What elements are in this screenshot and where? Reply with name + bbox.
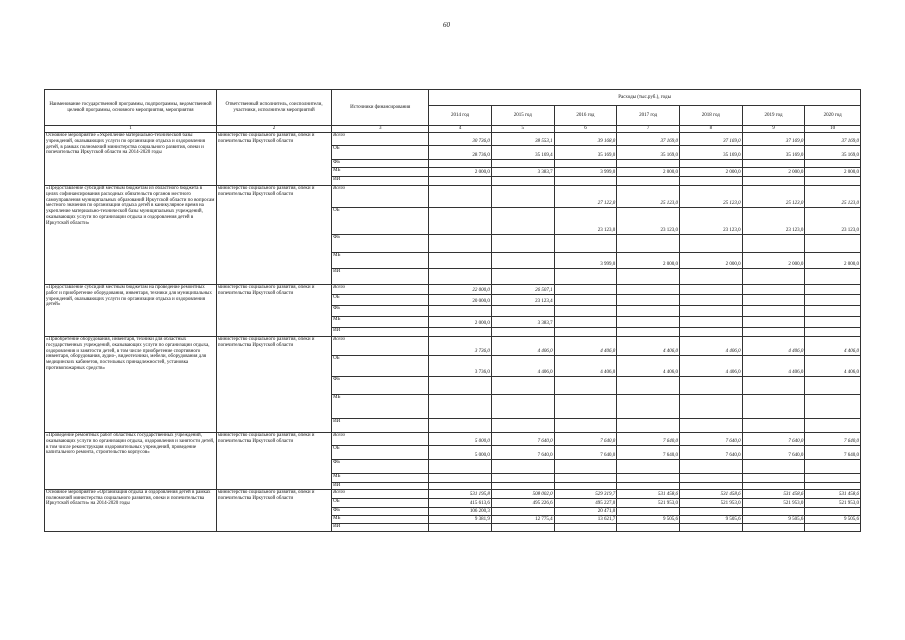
responsible-executor: министерство социального развития, опеки и попечительства Иркутской области bbox=[216, 285, 331, 337]
expense-value: 7 640,0 bbox=[742, 433, 805, 446]
expense-value: 4 406,0 bbox=[617, 356, 680, 377]
expense-value: 27 122,0 bbox=[554, 186, 617, 208]
funding-source: ФБ bbox=[332, 235, 429, 253]
expense-value: 22 000,0 bbox=[429, 285, 492, 295]
funding-source: ИИ bbox=[332, 269, 429, 285]
funding-source: ФБ bbox=[332, 377, 429, 395]
responsible-executor: министерство социального развития, опеки и попечительства Иркутской области bbox=[216, 337, 331, 433]
expense-value bbox=[805, 177, 861, 186]
column-number: 8 bbox=[679, 126, 742, 133]
expense-value bbox=[554, 483, 617, 490]
expense-value: 26 507,1 bbox=[491, 285, 554, 295]
expense-value bbox=[554, 160, 617, 168]
funding-source: ОБ bbox=[332, 295, 429, 306]
expense-value: 521 953,0 bbox=[805, 498, 861, 507]
expense-value bbox=[554, 523, 617, 531]
expense-value: 9 505,6 bbox=[679, 515, 742, 523]
expense-value bbox=[805, 160, 861, 168]
expense-value: 531 458,6 bbox=[679, 489, 742, 498]
expense-value: 4 406,0 bbox=[805, 337, 861, 356]
expense-value bbox=[742, 160, 805, 168]
budget-body bbox=[45, 133, 861, 532]
expense-value: 4 406,0 bbox=[554, 337, 617, 356]
table-row bbox=[45, 186, 861, 208]
funding-source: МБ bbox=[332, 474, 429, 483]
expense-value: 4 406,0 bbox=[679, 356, 742, 377]
expense-value bbox=[805, 395, 861, 419]
expense-value: 4 406,0 bbox=[742, 356, 805, 377]
column-number: 6 bbox=[554, 126, 617, 133]
expense-value bbox=[554, 285, 617, 295]
expense-value bbox=[617, 483, 680, 490]
expense-value: 35 169,0 bbox=[554, 146, 617, 160]
funding-source: МБ bbox=[332, 253, 429, 269]
expense-value bbox=[742, 460, 805, 474]
table-row bbox=[45, 337, 861, 356]
expense-value: 30 736,0 bbox=[429, 133, 492, 146]
expense-value bbox=[617, 523, 680, 531]
expense-value bbox=[491, 474, 554, 483]
expense-value bbox=[429, 235, 492, 253]
year-header: 2017 год bbox=[617, 106, 680, 126]
expense-value bbox=[429, 328, 492, 337]
expense-value bbox=[617, 317, 680, 328]
table-row bbox=[45, 489, 861, 498]
expense-value bbox=[554, 460, 617, 474]
expense-value: 25 123,0 bbox=[679, 186, 742, 208]
table-row bbox=[45, 433, 861, 446]
expense-value bbox=[429, 474, 492, 483]
column-number: 10 bbox=[805, 126, 861, 133]
expense-value bbox=[491, 177, 554, 186]
expense-value: 25 123,0 bbox=[805, 186, 861, 208]
column-number: 4 bbox=[429, 126, 492, 133]
expense-value: 35 169,0 bbox=[617, 146, 680, 160]
expense-value bbox=[554, 306, 617, 317]
funding-source: ОБ bbox=[332, 498, 429, 507]
expense-value: 28 736,0 bbox=[429, 146, 492, 160]
expense-value bbox=[679, 460, 742, 474]
expense-value: 7 640,0 bbox=[742, 446, 805, 460]
expense-value: 7 640,0 bbox=[491, 433, 554, 446]
expense-value bbox=[429, 177, 492, 186]
expense-value: 20 471,0 bbox=[554, 507, 617, 515]
expense-value bbox=[742, 507, 805, 515]
expense-value bbox=[742, 419, 805, 433]
column-number: 1 bbox=[45, 126, 217, 133]
expense-value: 521 953,0 bbox=[742, 498, 805, 507]
expense-value: 20 000,0 bbox=[429, 295, 492, 306]
funding-source: МБ bbox=[332, 168, 429, 177]
funding-source: ОБ bbox=[332, 146, 429, 160]
expense-value: 4 406,0 bbox=[491, 356, 554, 377]
expense-value bbox=[805, 483, 861, 490]
expense-value: 23 123,0 bbox=[617, 208, 680, 235]
expense-value bbox=[429, 306, 492, 317]
expense-value bbox=[679, 269, 742, 285]
expense-value bbox=[429, 419, 492, 433]
expense-value: 7 640,0 bbox=[679, 433, 742, 446]
expense-value: 7 640,0 bbox=[554, 446, 617, 460]
expense-value bbox=[554, 269, 617, 285]
expense-value: 2 000,0 bbox=[805, 253, 861, 269]
expense-value: 2 000,0 bbox=[617, 253, 680, 269]
expense-value bbox=[679, 474, 742, 483]
expense-value: 4 406,0 bbox=[554, 356, 617, 377]
expense-value: 2 000,0 bbox=[805, 168, 861, 177]
funding-source: Всего bbox=[332, 433, 429, 446]
funding-source: МБ bbox=[332, 515, 429, 523]
expense-value bbox=[617, 295, 680, 306]
expense-value bbox=[805, 235, 861, 253]
expense-value bbox=[554, 295, 617, 306]
funding-source: МБ bbox=[332, 317, 429, 328]
expense-value bbox=[617, 306, 680, 317]
funding-source: ФБ bbox=[332, 306, 429, 317]
expense-value bbox=[679, 317, 742, 328]
expense-value bbox=[429, 208, 492, 235]
expense-value bbox=[491, 523, 554, 531]
expense-value bbox=[617, 177, 680, 186]
expense-value bbox=[491, 419, 554, 433]
expense-value bbox=[679, 419, 742, 433]
expense-value bbox=[805, 523, 861, 531]
expense-value bbox=[617, 235, 680, 253]
expense-value: 531 458,6 bbox=[617, 489, 680, 498]
expense-value bbox=[429, 160, 492, 168]
activity-name: «Проведение ремонтных работ областных государственных учреждений, оказывающих услуги по организации отдыха, оздоровления и занятости детей, в том числе реконструкция оздоровительных учреждений, проведение капитального ремонта, строительство корпусов» bbox=[45, 433, 217, 490]
expense-value bbox=[554, 235, 617, 253]
expense-value bbox=[805, 269, 861, 285]
expense-value bbox=[742, 328, 805, 337]
expense-value: 415 613,6 bbox=[429, 498, 492, 507]
expense-value bbox=[491, 306, 554, 317]
expense-value: 23 123,4 bbox=[491, 295, 554, 306]
expense-value bbox=[679, 295, 742, 306]
expense-value bbox=[805, 507, 861, 515]
expense-value bbox=[491, 160, 554, 168]
expense-value bbox=[617, 395, 680, 419]
expense-value: 9 505,6 bbox=[742, 515, 805, 523]
expense-value bbox=[742, 474, 805, 483]
expense-value bbox=[554, 177, 617, 186]
expense-value bbox=[805, 377, 861, 395]
column-number: 5 bbox=[491, 126, 554, 133]
responsible-executor: министерство социального развития, опеки и попечительства Иркутской области bbox=[216, 433, 331, 490]
expense-value bbox=[617, 160, 680, 168]
header-expenses: Расходы (тыс.руб.), годы bbox=[429, 90, 861, 106]
expense-value bbox=[554, 474, 617, 483]
expense-value: 3 999,0 bbox=[554, 168, 617, 177]
expense-value: 2 000,0 bbox=[679, 168, 742, 177]
activity-name: «Предоставление субсидий местным бюджетам на проведение ремонтных работ и приобретение оборудования, инвентаря, техники для муниципальных учреждений, оказывающих услуги по организации отдыха и оздоровления детей» bbox=[45, 285, 217, 337]
expense-value: 3 999,0 bbox=[554, 253, 617, 269]
expense-value bbox=[554, 395, 617, 419]
funding-source: ФБ bbox=[332, 507, 429, 515]
header-executor: Ответственный исполнитель, соисполнители, участники, исполнители мероприятий bbox=[216, 90, 331, 126]
expense-value: 9 505,6 bbox=[805, 515, 861, 523]
activity-name: Основное мероприятие «Организация отдыха и оздоровления детей в рамках полномочий министерства социального развития, опеки и попечительства Иркутской области» на 2014-2020 годы bbox=[45, 489, 217, 531]
expense-value: 9 381,9 bbox=[429, 515, 492, 523]
expense-value: 2 000,0 bbox=[679, 253, 742, 269]
expense-value: 495 226,6 bbox=[491, 498, 554, 507]
funding-source: ИИ bbox=[332, 523, 429, 531]
expense-value bbox=[679, 285, 742, 295]
expense-value bbox=[554, 317, 617, 328]
expense-value bbox=[429, 483, 492, 490]
funding-source: ОБ bbox=[332, 208, 429, 235]
expense-value: 23 123,0 bbox=[805, 208, 861, 235]
expense-value: 2 000,0 bbox=[742, 168, 805, 177]
table-row bbox=[45, 133, 861, 146]
expense-value bbox=[554, 377, 617, 395]
expense-value bbox=[617, 507, 680, 515]
expense-value bbox=[617, 377, 680, 395]
expense-value: 37 169,0 bbox=[742, 133, 805, 146]
expense-value: 23 123,0 bbox=[742, 208, 805, 235]
expense-value: 2 000,0 bbox=[617, 168, 680, 177]
expense-value bbox=[491, 208, 554, 235]
expense-value: 9 505,6 bbox=[617, 515, 680, 523]
expense-value bbox=[491, 395, 554, 419]
expense-value: 508 002,0 bbox=[491, 489, 554, 498]
funding-source: Всего bbox=[332, 489, 429, 498]
expense-value bbox=[679, 483, 742, 490]
expense-value bbox=[617, 328, 680, 337]
expense-value bbox=[742, 395, 805, 419]
activity-name: Основное мероприятие «Укрепление материально-технической базы учреждений, оказывающих услуги по организации отдыха и оздоровления детей, в рамках полномочий министерства социального развития, опеки и попечительства Иркутской области на 2014-2020 годы bbox=[45, 133, 217, 186]
expense-value bbox=[429, 377, 492, 395]
expense-value bbox=[491, 328, 554, 337]
funding-source: ИИ bbox=[332, 483, 429, 490]
expense-value bbox=[429, 460, 492, 474]
expense-value bbox=[742, 317, 805, 328]
expense-value bbox=[679, 160, 742, 168]
year-header: 2014 год bbox=[429, 106, 492, 126]
expense-value bbox=[679, 523, 742, 531]
expense-value: 495 227,0 bbox=[554, 498, 617, 507]
expense-value: 35 169,0 bbox=[805, 146, 861, 160]
expense-value: 35 169,4 bbox=[491, 146, 554, 160]
expense-value: 2 000,0 bbox=[742, 253, 805, 269]
expense-value bbox=[679, 177, 742, 186]
expense-value bbox=[742, 285, 805, 295]
year-header: 2019 год bbox=[742, 106, 805, 126]
expense-value: 25 123,0 bbox=[742, 186, 805, 208]
column-number: 3 bbox=[332, 126, 429, 133]
expense-value bbox=[679, 507, 742, 515]
responsible-executor: министерство социального развития, опеки и попечительства Иркутской области bbox=[216, 133, 331, 186]
header-name: Наименование государственной программы, подпрограммы, ведомственной целевой программы, основного мероприятия, мероприятия bbox=[45, 90, 217, 126]
expense-value bbox=[742, 235, 805, 253]
expense-value: 3 383,7 bbox=[491, 317, 554, 328]
expense-value bbox=[679, 377, 742, 395]
expense-value: 37 169,0 bbox=[617, 133, 680, 146]
expense-value bbox=[491, 483, 554, 490]
expense-value bbox=[491, 269, 554, 285]
funding-source: Всего bbox=[332, 337, 429, 356]
expense-value: 3 736,0 bbox=[429, 337, 492, 356]
budget-table bbox=[44, 89, 861, 532]
expense-value: 529 319,7 bbox=[554, 489, 617, 498]
expense-value bbox=[805, 306, 861, 317]
expense-value: 23 123,0 bbox=[554, 208, 617, 235]
expense-value: 4 406,0 bbox=[805, 356, 861, 377]
funding-source: Всего bbox=[332, 285, 429, 295]
expense-value: 13 621,7 bbox=[554, 515, 617, 523]
expense-value: 5 000,0 bbox=[429, 446, 492, 460]
expense-value: 37 169,0 bbox=[679, 133, 742, 146]
column-number: 9 bbox=[742, 126, 805, 133]
expense-value: 7 640,0 bbox=[554, 433, 617, 446]
expense-value bbox=[491, 253, 554, 269]
column-number: 2 bbox=[216, 126, 331, 133]
funding-source: ИИ bbox=[332, 328, 429, 337]
expense-value bbox=[679, 306, 742, 317]
expense-value bbox=[742, 295, 805, 306]
expense-value bbox=[429, 269, 492, 285]
expense-value bbox=[491, 186, 554, 208]
expense-value bbox=[742, 177, 805, 186]
expense-value: 7 640,0 bbox=[617, 446, 680, 460]
expense-value: 39 168,0 bbox=[554, 133, 617, 146]
expense-value bbox=[491, 507, 554, 515]
expense-value: 521 953,0 bbox=[617, 498, 680, 507]
table-row bbox=[45, 285, 861, 295]
expense-value bbox=[805, 317, 861, 328]
expense-value bbox=[805, 285, 861, 295]
expense-value bbox=[742, 483, 805, 490]
expense-value bbox=[742, 269, 805, 285]
expense-value: 35 169,0 bbox=[742, 146, 805, 160]
expense-value bbox=[805, 295, 861, 306]
column-number: 7 bbox=[617, 126, 680, 133]
expense-value: 531 458,6 bbox=[805, 489, 861, 498]
expense-value bbox=[491, 377, 554, 395]
expense-value bbox=[491, 235, 554, 253]
expense-value bbox=[617, 269, 680, 285]
funding-source: ФБ bbox=[332, 460, 429, 474]
expense-value: 23 123,0 bbox=[679, 208, 742, 235]
expense-value: 531 458,6 bbox=[742, 489, 805, 498]
year-header: 2016 год bbox=[554, 106, 617, 126]
expense-value: 25 123,0 bbox=[617, 186, 680, 208]
year-header: 2015 год bbox=[491, 106, 554, 126]
funding-source: ОБ bbox=[332, 446, 429, 460]
expense-value bbox=[429, 186, 492, 208]
expense-value bbox=[554, 328, 617, 337]
expense-value bbox=[742, 377, 805, 395]
expense-value bbox=[429, 523, 492, 531]
funding-source: МБ bbox=[332, 395, 429, 419]
expense-value: 2 000,0 bbox=[429, 168, 492, 177]
expense-value bbox=[617, 419, 680, 433]
expense-value: 38 553,1 bbox=[491, 133, 554, 146]
expense-value: 3 383,7 bbox=[491, 168, 554, 177]
expense-value: 531 195,8 bbox=[429, 489, 492, 498]
expense-value bbox=[805, 474, 861, 483]
expense-value: 4 406,0 bbox=[742, 337, 805, 356]
header-sources: Источники финансирования bbox=[332, 90, 429, 126]
expense-value bbox=[805, 328, 861, 337]
expense-value: 7 640,0 bbox=[679, 446, 742, 460]
expense-value bbox=[742, 523, 805, 531]
funding-source: ФБ bbox=[332, 160, 429, 168]
funding-source: ИИ bbox=[332, 177, 429, 186]
expense-value: 521 953,0 bbox=[679, 498, 742, 507]
expense-value: 7 640,0 bbox=[491, 446, 554, 460]
year-header: 2018 год bbox=[679, 106, 742, 126]
expense-value: 12 775,4 bbox=[491, 515, 554, 523]
year-header: 2020 год bbox=[805, 106, 861, 126]
expense-value bbox=[554, 419, 617, 433]
funding-source: Всего bbox=[332, 186, 429, 208]
funding-source: ИИ bbox=[332, 419, 429, 433]
responsible-executor: министерство социального развития, опеки и попечительства Иркутской области bbox=[216, 489, 331, 531]
expense-value: 7 640,0 bbox=[805, 433, 861, 446]
expense-value bbox=[429, 395, 492, 419]
expense-value bbox=[617, 474, 680, 483]
expense-value bbox=[742, 306, 805, 317]
expense-value bbox=[805, 460, 861, 474]
expense-value: 5 000,0 bbox=[429, 433, 492, 446]
expense-value bbox=[491, 460, 554, 474]
expense-value bbox=[679, 328, 742, 337]
responsible-executor: министерство социального развития, опеки и попечительства Иркутской области bbox=[216, 186, 331, 285]
funding-source: Всего bbox=[332, 133, 429, 146]
expense-value bbox=[805, 419, 861, 433]
expense-value bbox=[679, 235, 742, 253]
expense-value: 2 000,0 bbox=[429, 317, 492, 328]
expense-value: 35 169,0 bbox=[679, 146, 742, 160]
expense-value: 37 169,0 bbox=[805, 133, 861, 146]
expense-value: 7 640,0 bbox=[805, 446, 861, 460]
expense-value: 4 406,0 bbox=[679, 337, 742, 356]
expense-value bbox=[617, 460, 680, 474]
expense-value: 3 736,0 bbox=[429, 356, 492, 377]
expense-value: 4 406,0 bbox=[617, 337, 680, 356]
expense-value: 7 640,0 bbox=[617, 433, 680, 446]
page-number: 60 bbox=[443, 21, 450, 29]
expense-value bbox=[429, 253, 492, 269]
expense-value: 106 200,3 bbox=[429, 507, 492, 515]
expense-value bbox=[617, 285, 680, 295]
funding-source: ОБ bbox=[332, 356, 429, 377]
expense-value: 4 406,0 bbox=[491, 337, 554, 356]
activity-name: «Предоставление субсидий местным бюджетам из областного бюджета в целях софинансирования расходных обязательств органов местного самоуправления муниципальных образований Иркутской области по вопросам местного значения по организации отдыха детей в каникулярное время на укрепление материально-технической базы муниципальных учреждений, оказывающих услуги по организации отдыха и оздоровления детей в Иркутской области» bbox=[45, 186, 217, 285]
expense-value bbox=[679, 395, 742, 419]
activity-name: «Приобретение оборудования, инвентаря, техники для областных государственных учреждений, оказывающих услуги по организации отдыха, оздоровления и занятости детей, в том числе приобретение спортивного инвентаря, оборудования, аудио-, видеотехники, мебели, оборудования для медицинских кабинетов, постельных принадлежностей, установка противопожарных средств» bbox=[45, 337, 217, 433]
